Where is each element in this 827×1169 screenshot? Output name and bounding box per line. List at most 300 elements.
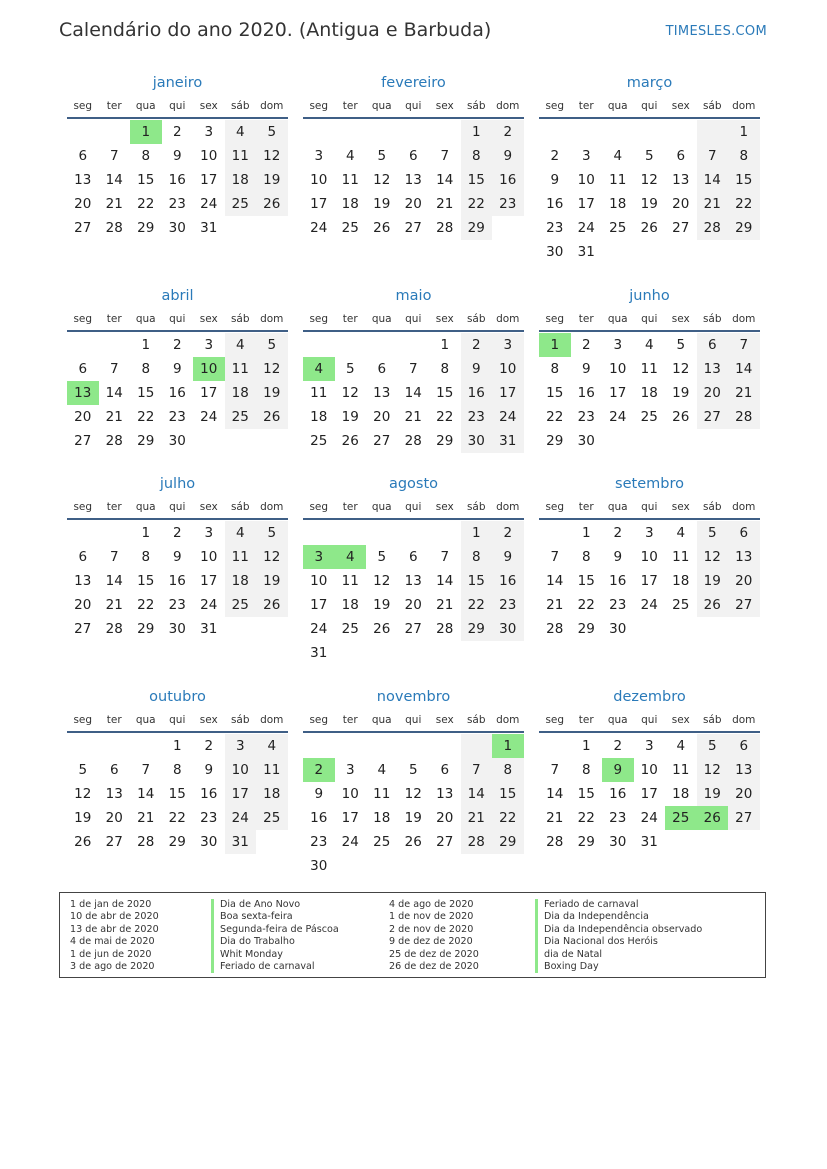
day-cell[interactable]: 26 [74,834,92,850]
day-cell[interactable]: 29 [577,621,595,637]
day-cell[interactable]: 10 [341,786,359,802]
day-cell[interactable]: 17 [310,597,328,613]
day-cell[interactable]: 29 [461,216,493,240]
day-cell[interactable]: 16 [461,381,493,405]
day-cell[interactable]: 5 [697,734,729,758]
day-cell[interactable]: 20 [697,381,729,405]
day-cell[interactable]: 10 [200,148,218,164]
day-cell[interactable]: 8 [581,762,591,778]
holiday-day-cell[interactable]: 25 [665,806,697,830]
day-cell[interactable]: 2 [492,120,524,144]
day-cell[interactable]: 30 [310,858,328,874]
day-cell[interactable]: 16 [168,385,186,401]
day-cell[interactable]: 25 [310,433,328,449]
day-cell[interactable]: 14 [105,573,123,589]
day-cell[interactable]: 5 [256,333,288,357]
day-cell[interactable]: 22 [168,810,186,826]
day-cell[interactable]: 6 [377,361,387,377]
day-cell[interactable]: 28 [105,621,123,637]
day-cell[interactable]: 6 [440,762,450,778]
day-cell[interactable]: 2 [581,337,591,353]
day-cell[interactable]: 2 [492,521,524,545]
day-cell[interactable]: 3 [204,337,214,353]
day-cell[interactable]: 26 [256,405,288,429]
day-cell[interactable]: 5 [345,361,355,377]
brand-logo-text[interactable]: TIMESLES.COM [665,24,767,39]
day-cell[interactable]: 10 [310,172,328,188]
day-cell[interactable]: 25 [341,220,359,236]
day-cell[interactable]: 9 [550,172,560,188]
day-cell[interactable]: 25 [609,220,627,236]
day-cell[interactable]: 12 [341,385,359,401]
day-cell[interactable]: 7 [728,333,760,357]
day-cell[interactable]: 17 [310,196,328,212]
day-cell[interactable]: 18 [225,569,257,593]
day-cell[interactable]: 27 [74,621,92,637]
day-cell[interactable]: 26 [256,593,288,617]
day-cell[interactable]: 12 [256,545,288,569]
day-cell[interactable]: 17 [609,385,627,401]
day-cell[interactable]: 7 [440,148,450,164]
day-cell[interactable]: 5 [408,762,418,778]
day-cell[interactable]: 22 [461,593,493,617]
day-cell[interactable]: 31 [310,645,328,661]
day-cell[interactable]: 8 [581,549,591,565]
day-cell[interactable]: 20 [728,782,760,806]
day-cell[interactable]: 18 [672,573,690,589]
day-cell[interactable]: 4 [377,762,387,778]
day-cell[interactable]: 6 [109,762,119,778]
day-cell[interactable]: 18 [225,168,257,192]
day-cell[interactable]: 1 [581,525,591,541]
day-cell[interactable]: 17 [200,172,218,188]
day-cell[interactable]: 14 [461,782,493,806]
day-cell[interactable]: 4 [225,333,257,357]
day-cell[interactable]: 25 [225,192,257,216]
day-cell[interactable]: 28 [436,621,454,637]
day-cell[interactable]: 13 [728,545,760,569]
day-cell[interactable]: 17 [200,573,218,589]
day-cell[interactable]: 8 [141,148,151,164]
holiday-day-cell[interactable]: 1 [130,120,162,144]
day-cell[interactable]: 10 [640,762,658,778]
day-cell[interactable]: 23 [577,409,595,425]
day-cell[interactable]: 26 [672,409,690,425]
day-cell[interactable]: 30 [461,429,493,453]
day-cell[interactable]: 26 [404,834,422,850]
day-cell[interactable]: 9 [172,148,182,164]
day-cell[interactable]: 9 [492,144,524,168]
day-cell[interactable]: 15 [436,385,454,401]
day-cell[interactable]: 21 [697,192,729,216]
day-cell[interactable]: 2 [461,333,493,357]
day-cell[interactable]: 17 [492,381,524,405]
day-cell[interactable]: 27 [74,220,92,236]
day-cell[interactable]: 29 [728,216,760,240]
day-cell[interactable]: 29 [137,433,155,449]
day-cell[interactable]: 7 [440,549,450,565]
day-cell[interactable]: 18 [609,196,627,212]
day-cell[interactable]: 13 [672,172,690,188]
day-cell[interactable]: 20 [728,569,760,593]
day-cell[interactable]: 5 [676,337,686,353]
day-cell[interactable]: 14 [105,385,123,401]
day-cell[interactable]: 30 [609,834,627,850]
day-cell[interactable]: 20 [436,810,454,826]
day-cell[interactable]: 29 [168,834,186,850]
day-cell[interactable]: 22 [728,192,760,216]
day-cell[interactable]: 19 [672,385,690,401]
day-cell[interactable]: 14 [728,357,760,381]
day-cell[interactable]: 23 [546,220,564,236]
day-cell[interactable]: 7 [697,144,729,168]
day-cell[interactable]: 2 [172,525,182,541]
day-cell[interactable]: 12 [74,786,92,802]
day-cell[interactable]: 1 [728,120,760,144]
day-cell[interactable]: 10 [225,758,257,782]
day-cell[interactable]: 28 [461,830,493,854]
day-cell[interactable]: 12 [256,357,288,381]
day-cell[interactable]: 25 [672,597,690,613]
day-cell[interactable]: 3 [314,148,324,164]
day-cell[interactable]: 6 [78,361,88,377]
day-cell[interactable]: 9 [581,361,591,377]
day-cell[interactable]: 18 [672,786,690,802]
day-cell[interactable]: 25 [225,405,257,429]
day-cell[interactable]: 19 [697,569,729,593]
day-cell[interactable]: 2 [204,738,214,754]
day-cell[interactable]: 21 [105,597,123,613]
day-cell[interactable]: 24 [640,810,658,826]
day-cell[interactable]: 30 [200,834,218,850]
day-cell[interactable]: 16 [577,385,595,401]
day-cell[interactable]: 5 [377,549,387,565]
day-cell[interactable]: 21 [728,381,760,405]
day-cell[interactable]: 18 [225,381,257,405]
day-cell[interactable]: 18 [373,810,391,826]
day-cell[interactable]: 30 [168,621,186,637]
day-cell[interactable]: 19 [373,196,391,212]
day-cell[interactable]: 19 [640,196,658,212]
day-cell[interactable]: 3 [345,762,355,778]
day-cell[interactable]: 8 [141,549,151,565]
day-cell[interactable]: 30 [609,621,627,637]
day-cell[interactable]: 19 [256,168,288,192]
day-cell[interactable]: 21 [546,810,564,826]
day-cell[interactable]: 15 [728,168,760,192]
day-cell[interactable]: 11 [341,172,359,188]
day-cell[interactable]: 25 [640,409,658,425]
day-cell[interactable]: 20 [404,196,422,212]
day-cell[interactable]: 19 [373,597,391,613]
day-cell[interactable]: 3 [204,525,214,541]
day-cell[interactable]: 29 [137,621,155,637]
day-cell[interactable]: 13 [74,573,92,589]
day-cell[interactable]: 24 [341,834,359,850]
day-cell[interactable]: 30 [577,433,595,449]
day-cell[interactable]: 13 [697,357,729,381]
day-cell[interactable]: 16 [310,810,328,826]
day-cell[interactable]: 2 [613,738,623,754]
day-cell[interactable]: 15 [492,782,524,806]
day-cell[interactable]: 9 [492,545,524,569]
day-cell[interactable]: 21 [546,597,564,613]
day-cell[interactable]: 31 [200,621,218,637]
day-cell[interactable]: 9 [461,357,493,381]
day-cell[interactable]: 22 [137,409,155,425]
day-cell[interactable]: 29 [461,617,493,641]
day-cell[interactable]: 16 [609,573,627,589]
day-cell[interactable]: 13 [74,172,92,188]
day-cell[interactable]: 11 [672,762,690,778]
day-cell[interactable]: 27 [728,806,760,830]
day-cell[interactable]: 7 [109,361,119,377]
day-cell[interactable]: 7 [408,361,418,377]
day-cell[interactable]: 11 [373,786,391,802]
day-cell[interactable]: 22 [492,806,524,830]
day-cell[interactable]: 28 [137,834,155,850]
day-cell[interactable]: 2 [172,337,182,353]
day-cell[interactable]: 6 [78,148,88,164]
day-cell[interactable]: 27 [697,405,729,429]
day-cell[interactable]: 6 [408,549,418,565]
day-cell[interactable]: 24 [310,220,328,236]
day-cell[interactable]: 4 [225,120,257,144]
day-cell[interactable]: 7 [109,549,119,565]
day-cell[interactable]: 12 [373,573,391,589]
day-cell[interactable]: 1 [172,738,182,754]
holiday-day-cell[interactable]: 10 [193,357,225,381]
day-cell[interactable]: 12 [697,758,729,782]
day-cell[interactable]: 22 [137,597,155,613]
day-cell[interactable]: 29 [492,830,524,854]
day-cell[interactable]: 23 [310,834,328,850]
day-cell[interactable]: 1 [141,337,151,353]
day-cell[interactable]: 14 [436,172,454,188]
day-cell[interactable]: 13 [404,172,422,188]
day-cell[interactable]: 10 [492,357,524,381]
day-cell[interactable]: 31 [492,429,524,453]
day-cell[interactable]: 26 [697,593,729,617]
day-cell[interactable]: 3 [581,148,591,164]
day-cell[interactable]: 19 [341,409,359,425]
day-cell[interactable]: 12 [256,144,288,168]
day-cell[interactable]: 5 [377,148,387,164]
day-cell[interactable]: 22 [461,192,493,216]
day-cell[interactable]: 9 [204,762,214,778]
day-cell[interactable]: 21 [436,597,454,613]
day-cell[interactable]: 27 [672,220,690,236]
day-cell[interactable]: 28 [105,220,123,236]
day-cell[interactable]: 6 [728,521,760,545]
day-cell[interactable]: 28 [546,621,564,637]
day-cell[interactable]: 8 [461,545,493,569]
day-cell[interactable]: 6 [676,148,686,164]
day-cell[interactable]: 21 [105,409,123,425]
day-cell[interactable]: 23 [200,810,218,826]
day-cell[interactable]: 19 [404,810,422,826]
day-cell[interactable]: 26 [373,220,391,236]
day-cell[interactable]: 10 [609,361,627,377]
day-cell[interactable]: 14 [137,786,155,802]
day-cell[interactable]: 7 [109,148,119,164]
day-cell[interactable]: 15 [461,569,493,593]
day-cell[interactable]: 19 [256,381,288,405]
day-cell[interactable]: 12 [672,361,690,377]
day-cell[interactable]: 27 [404,621,422,637]
day-cell[interactable]: 24 [310,621,328,637]
holiday-day-cell[interactable]: 2 [303,758,335,782]
day-cell[interactable]: 21 [461,806,493,830]
day-cell[interactable]: 11 [640,361,658,377]
holiday-day-cell[interactable]: 3 [303,545,335,569]
day-cell[interactable]: 30 [492,617,524,641]
day-cell[interactable]: 23 [492,593,524,617]
day-cell[interactable]: 25 [341,621,359,637]
day-cell[interactable]: 26 [373,621,391,637]
day-cell[interactable]: 24 [200,597,218,613]
day-cell[interactable]: 22 [577,597,595,613]
day-cell[interactable]: 29 [577,834,595,850]
day-cell[interactable]: 7 [550,762,560,778]
day-cell[interactable]: 20 [404,597,422,613]
day-cell[interactable]: 24 [200,196,218,212]
day-cell[interactable]: 6 [697,333,729,357]
day-cell[interactable]: 5 [697,521,729,545]
day-cell[interactable]: 21 [404,409,422,425]
day-cell[interactable]: 7 [461,758,493,782]
day-cell[interactable]: 19 [256,569,288,593]
day-cell[interactable]: 23 [168,597,186,613]
day-cell[interactable]: 17 [341,810,359,826]
day-cell[interactable]: 13 [105,786,123,802]
day-cell[interactable]: 11 [256,758,288,782]
day-cell[interactable]: 14 [436,573,454,589]
day-cell[interactable]: 19 [697,782,729,806]
day-cell[interactable]: 27 [105,834,123,850]
day-cell[interactable]: 18 [310,409,328,425]
day-cell[interactable]: 27 [728,593,760,617]
holiday-day-cell[interactable]: 4 [303,357,335,381]
day-cell[interactable]: 4 [613,148,623,164]
day-cell[interactable]: 25 [373,834,391,850]
day-cell[interactable]: 6 [728,734,760,758]
day-cell[interactable]: 20 [74,196,92,212]
day-cell[interactable]: 14 [546,786,564,802]
day-cell[interactable]: 17 [200,385,218,401]
day-cell[interactable]: 2 [613,525,623,541]
day-cell[interactable]: 3 [492,333,524,357]
day-cell[interactable]: 14 [697,168,729,192]
day-cell[interactable]: 24 [200,409,218,425]
holiday-day-cell[interactable]: 4 [335,545,367,569]
day-cell[interactable]: 23 [609,810,627,826]
day-cell[interactable]: 5 [256,120,288,144]
day-cell[interactable]: 9 [314,786,324,802]
day-cell[interactable]: 1 [461,120,493,144]
day-cell[interactable]: 18 [256,782,288,806]
day-cell[interactable]: 27 [436,834,454,850]
holiday-day-cell[interactable]: 1 [492,734,524,758]
day-cell[interactable]: 4 [676,738,686,754]
day-cell[interactable]: 22 [577,810,595,826]
day-cell[interactable]: 18 [341,597,359,613]
day-cell[interactable]: 4 [225,521,257,545]
day-cell[interactable]: 28 [697,216,729,240]
day-cell[interactable]: 1 [461,521,493,545]
day-cell[interactable]: 19 [74,810,92,826]
day-cell[interactable]: 8 [728,144,760,168]
day-cell[interactable]: 5 [78,762,88,778]
day-cell[interactable]: 15 [577,573,595,589]
day-cell[interactable]: 24 [577,220,595,236]
day-cell[interactable]: 11 [341,573,359,589]
day-cell[interactable]: 6 [408,148,418,164]
day-cell[interactable]: 15 [137,385,155,401]
day-cell[interactable]: 26 [640,220,658,236]
day-cell[interactable]: 20 [74,409,92,425]
day-cell[interactable]: 21 [105,196,123,212]
day-cell[interactable]: 24 [225,806,257,830]
day-cell[interactable]: 3 [225,734,257,758]
day-cell[interactable]: 8 [492,758,524,782]
day-cell[interactable]: 10 [200,549,218,565]
day-cell[interactable]: 23 [168,196,186,212]
day-cell[interactable]: 14 [404,385,422,401]
day-cell[interactable]: 3 [204,124,214,140]
day-cell[interactable]: 22 [546,409,564,425]
day-cell[interactable]: 7 [550,549,560,565]
day-cell[interactable]: 10 [640,549,658,565]
day-cell[interactable]: 14 [105,172,123,188]
day-cell[interactable]: 16 [609,786,627,802]
day-cell[interactable]: 17 [640,786,658,802]
day-cell[interactable]: 8 [461,144,493,168]
day-cell[interactable]: 28 [546,834,564,850]
day-cell[interactable]: 5 [256,521,288,545]
day-cell[interactable]: 24 [492,405,524,429]
day-cell[interactable]: 11 [225,545,257,569]
day-cell[interactable]: 17 [577,196,595,212]
day-cell[interactable]: 1 [141,525,151,541]
day-cell[interactable]: 28 [728,405,760,429]
day-cell[interactable]: 12 [373,172,391,188]
day-cell[interactable]: 11 [225,144,257,168]
day-cell[interactable]: 23 [461,405,493,429]
day-cell[interactable]: 20 [74,597,92,613]
day-cell[interactable]: 9 [613,549,623,565]
day-cell[interactable]: 16 [200,786,218,802]
day-cell[interactable]: 14 [546,573,564,589]
day-cell[interactable]: 26 [256,192,288,216]
day-cell[interactable]: 15 [168,786,186,802]
day-cell[interactable]: 29 [436,433,454,449]
day-cell[interactable]: 31 [640,834,658,850]
day-cell[interactable]: 15 [461,168,493,192]
day-cell[interactable]: 10 [577,172,595,188]
day-cell[interactable]: 9 [172,361,182,377]
holiday-day-cell[interactable]: 9 [602,758,634,782]
day-cell[interactable]: 23 [492,192,524,216]
day-cell[interactable]: 3 [613,337,623,353]
day-cell[interactable]: 16 [168,172,186,188]
day-cell[interactable]: 27 [74,433,92,449]
day-cell[interactable]: 30 [168,433,186,449]
day-cell[interactable]: 13 [404,573,422,589]
holiday-day-cell[interactable]: 1 [539,333,571,357]
holiday-day-cell[interactable]: 26 [697,806,729,830]
day-cell[interactable]: 31 [577,244,595,260]
